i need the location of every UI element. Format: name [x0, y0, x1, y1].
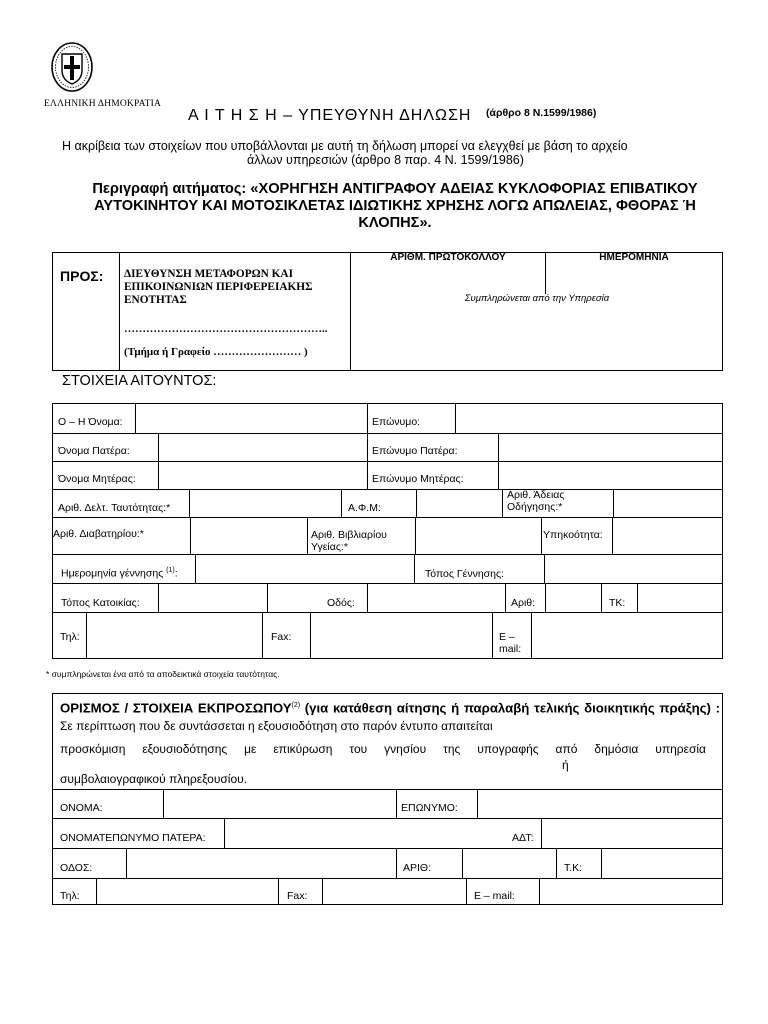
rep-postcode-input[interactable]: [602, 849, 722, 878]
license-number-label: Αριθ. Άδειας Οδήγησης:*: [507, 489, 565, 513]
id-number-input[interactable]: [190, 490, 340, 517]
rep-name-label: ΟΝΟΜΑ:: [60, 802, 103, 814]
representative-text-or: ή: [562, 758, 569, 772]
number-input[interactable]: [546, 584, 600, 612]
country-name: ΕΛΛΗΝΙΚΗ ΔΗΜΟΚΡΑΤΙΑ: [44, 99, 162, 109]
filled-by-service-note: Συμπληρώνεται από την Υπηρεσία: [464, 293, 610, 304]
rep-number-label: ΑΡΙΘ:: [403, 862, 432, 874]
father-name-label: Όνομα Πατέρα:: [58, 445, 130, 457]
intro-line-2: άλλων υπηρεσιών (άρθρο 8 παρ. 4 Ν. 1599/1986): [247, 153, 524, 167]
residence-label: Τόπος Κατοικίας:: [61, 597, 140, 609]
rep-id-input[interactable]: [542, 819, 722, 848]
to-label: ΠΡΟΣ:: [60, 268, 104, 284]
email-input[interactable]: [532, 613, 722, 659]
father-name-input[interactable]: [159, 434, 366, 461]
surname-label: Επώνυμο:: [372, 416, 421, 428]
father-surname-label: Επώνυμο Πατέρα:: [372, 445, 458, 457]
representative-title: ΟΡΙΣΜΟΣ / ΣΤΟΙΧΕΙΑ ΕΚΠΡΟΣΩΠΟΥ$^{(2)}$ (για κατάθεση αίτησης ή παραλαβή τελικής διοικητικής πράξης) : Σε περίπτωση που δε συντάσσεται η εξουσιοδότηση στο παρόν έντυπο απαιτείται: [60, 700, 720, 734]
mother-name-input[interactable]: [159, 462, 366, 489]
street-label: Οδός:: [327, 597, 355, 609]
rep-fax-input[interactable]: [323, 879, 465, 905]
passport-label: Αριθ. Διαβατηρίου:*: [53, 528, 144, 540]
birth-date-label: Ημερομηνία γέννησης $^{(1)}$:: [61, 567, 178, 580]
rep-email-label: E – mail:: [474, 890, 515, 902]
street-input[interactable]: [368, 584, 504, 612]
title-law-reference: (άρθρο 8 Ν.1599/1986): [486, 107, 597, 119]
page-title: Α Ι Τ Η Σ Η – ΥΠΕΥΘΥΝΗ ΔΗΛΩΣΗ: [188, 107, 472, 124]
rep-street-input[interactable]: [127, 849, 395, 878]
rep-fax-label: Fax:: [287, 890, 308, 902]
rep-phone-label: Τηλ:: [60, 890, 80, 902]
mother-surname-label: Επώνυμο Μητέρας:: [372, 473, 464, 485]
birth-date-input[interactable]: [196, 555, 413, 583]
phone-input[interactable]: [87, 613, 261, 659]
recipient-dots: ………………………………………………..: [124, 323, 328, 335]
tax-number-input[interactable]: [417, 490, 501, 517]
rep-phone-input[interactable]: [97, 879, 277, 905]
birth-place-label: Τόπος Γέννησης:: [425, 568, 504, 580]
id-number-label: Αριθ. Δελτ. Ταυτότητας:*: [58, 502, 171, 514]
coat-of-arms-emblem: [50, 40, 94, 94]
rep-id-label: ΑΔΤ:: [512, 832, 534, 844]
health-booklet-label: Αριθ. Βιβλιαρίου Υγείας:*: [311, 529, 387, 553]
identity-note: * συμπληρώνεται ένα από τα αποδεικτικά στοιχεία ταυτότητας.: [46, 669, 280, 679]
mother-surname-input[interactable]: [499, 462, 722, 489]
passport-input[interactable]: [191, 518, 306, 554]
health-booklet-input[interactable]: [416, 518, 540, 554]
postcode-label: ΤΚ:: [609, 597, 626, 609]
birth-place-input[interactable]: [545, 555, 722, 583]
intro-line-1: Η ακρίβεια των στοιχείων που υποβάλλονται με αυτή τη δήλωση μπορεί να ελεγχθεί με βάση το αρχείο: [62, 139, 628, 153]
email-label-line1: E –: [499, 631, 515, 643]
first-name-label: Ο – Η Όνομα:: [58, 416, 123, 428]
residence-input[interactable]: [159, 584, 266, 612]
recipient-department: (Τμήμα ή Γραφείο …………………… ): [124, 346, 308, 358]
date-header: ΗΜΕΡΟΜΗΝΙΑ: [599, 252, 669, 263]
surname-input[interactable]: [456, 404, 722, 433]
mother-name-label: Όνομα Μητέρας:: [58, 473, 136, 485]
tax-number-label: Α.Φ.Μ:: [348, 502, 381, 514]
phone-label: Τηλ:: [60, 631, 80, 643]
number-label: Αριθ:: [511, 597, 536, 609]
first-name-input[interactable]: [136, 404, 366, 433]
nationality-label: Υπηκοότητα:: [543, 529, 603, 541]
representative-text-line4: συμβολαιογραφικού πληρεξουσίου.: [60, 772, 248, 786]
recipient-authority: ΔΙΕΥΘΥΝΣΗ ΜΕΤΑΦΟΡΩΝ ΚΑΙ ΕΠΙΚΟΙΝΩΝΙΩΝ ΠΕΡΙΦΕΡΕΙΑΚΗΣ ΕΝΟΤΗΤΑΣ: [124, 268, 313, 306]
rep-postcode-label: Τ.Κ:: [564, 862, 583, 874]
rep-name-input[interactable]: [164, 790, 395, 818]
rep-father-input[interactable]: [225, 819, 498, 848]
fax-input[interactable]: [311, 613, 491, 659]
postcode-input[interactable]: [638, 584, 722, 612]
applicant-section-title: ΣΤΟΙΧΕΙΑ ΑΙΤΟΥΝΤΟΣ:: [62, 373, 217, 389]
representative-text-line2: προσκόμιση εξουσιοδότησης με επικύρωση του γνησίου της υπογραφής από δημόσια υπηρεσία: [60, 742, 706, 756]
rep-email-input[interactable]: [540, 879, 722, 905]
email-label-line2: mail:: [499, 643, 522, 655]
rep-surname-label: ΕΠΩΝΥΜΟ:: [401, 802, 458, 814]
protocol-number-header: ΑΡΙΘΜ. ΠΡΩΤΟΚΟΛΛΟΥ: [390, 252, 506, 263]
nationality-input[interactable]: [613, 518, 722, 554]
request-description: Περιγραφή αιτήματος: «ΧΟΡΗΓΗΣΗ ΑΝΤΙΓΡΑΦΟΥ ΑΔΕΙΑΣ ΚΥΚΛΟΦΟΡΙΑΣ ΕΠΙΒΑΤΙΚΟΥ ΑΥΤΟΚΙΝΗΤΟΥ ΚΑΙ ΜΟΤΟΣΙΚΛΕΤΑΣ ΙΔΙΩΤΙΚΗΣ ΧΡΗΣΗΣ ΛΟΓΩ ΑΠΩΛΕΙΑΣ, ΦΘΟΡΑΣ Ή ΚΛΟΠΗΣ».: [92, 181, 698, 231]
license-number-input[interactable]: [614, 490, 722, 517]
rep-father-label: ΟΝΟΜΑΤΕΠΩΝΥΜΟ ΠΑΤΕΡΑ:: [60, 832, 206, 844]
rep-number-input[interactable]: [463, 849, 555, 878]
rep-surname-input[interactable]: [478, 790, 722, 818]
fax-label: Fax:: [271, 631, 292, 643]
father-surname-input[interactable]: [499, 434, 722, 461]
rep-street-label: ΟΔΟΣ:: [60, 862, 93, 874]
